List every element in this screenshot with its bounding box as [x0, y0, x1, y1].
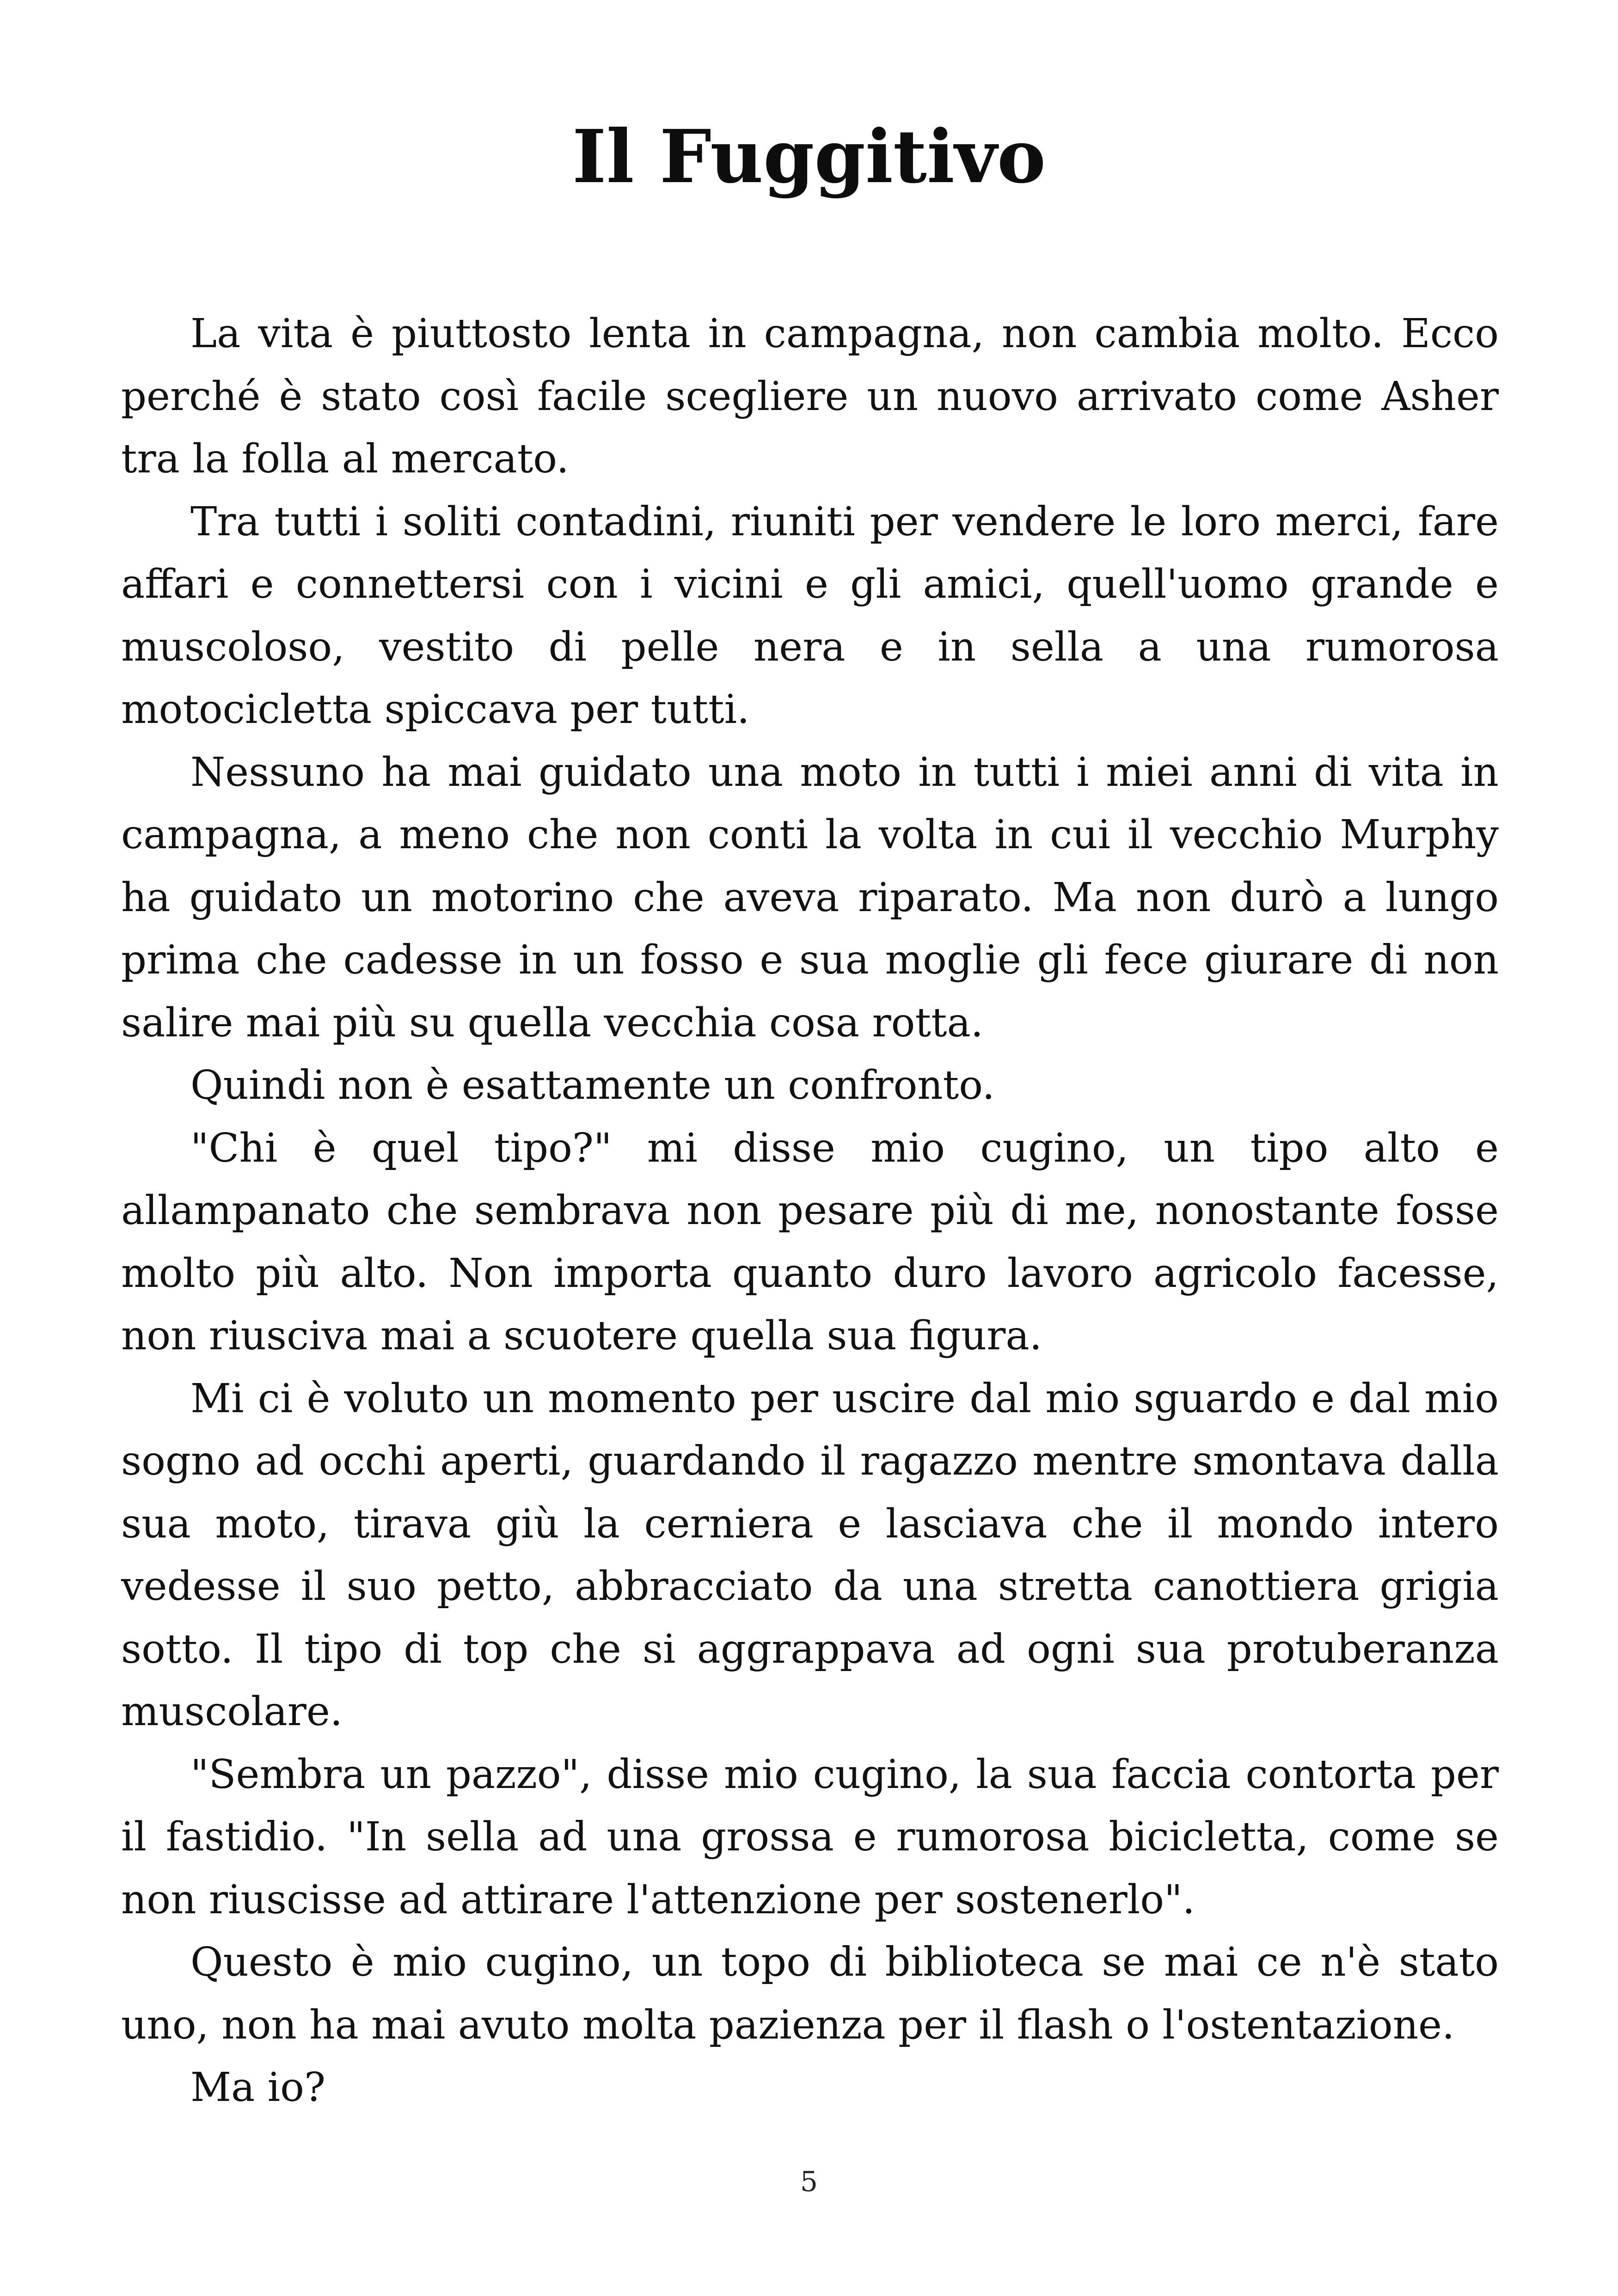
chapter-body: [121, 303, 1499, 2119]
chapter-title: Il Fuggitivo: [572, 114, 1046, 200]
paragraph: Mi ci è voluto un momento per uscire dal mio sguardo e dal mio sogno ad occhi aperti, guardando il ragazzo mentre smontava dalla sua moto, tirava giù la cerniera e lasciava che il mondo intero vedesse il suo petto, abbracciato da una stretta canottiera grigia sotto. Il tipo di top che si aggrappava ad ogni sua protuberanza muscolare.: [121, 1375, 1499, 1735]
paragraph: "Sembra un pazzo", disse mio cugino, la sua faccia contorta per il fastidio. "In sella ad una grossa e rumorosa bicicletta, come se non riuscisse ad attirare l'attenzione per sostenerlo".: [121, 1751, 1499, 1923]
paragraph: La vita è piuttosto lenta in campagna, non cambia molto. Ecco perché è stato così facile scegliere un nuovo arrivato come Asher tra la folla al mercato.: [121, 311, 1499, 482]
paragraph: "Chi è quel tipo?" mi disse mio cugino, un tipo alto e allampanato che sembrava non pesare più di me, nonostante fosse molto più alto. Non importa quanto duro lavoro agricolo facesse, non riusciva mai a scuotere quella sua figura.: [121, 1125, 1499, 1359]
paragraph: Ma io?: [190, 2064, 326, 2111]
paragraph: Tra tutti i soliti contadini, riuniti per vendere le loro merci, fare affari e connettersi con i vicini e gli amici, quell'uomo grande e muscoloso, vestito di pelle nera e in sella a una rumorosa motocicletta spiccava per tutti.: [121, 498, 1499, 733]
paragraph: Nessuno ha mai guidato una moto in tutti i miei anni di vita in campagna, a meno che non conti la volta in cui il vecchio Murphy ha guidato un motorino che aveva riparato. Ma non durò a lungo prima che cadesse in un fosso e sua moglie gli fece giurare di non salire mai più su quella vecchia cosa rotta.: [121, 749, 1499, 1046]
paragraph: Quindi non è esattamente un confronto.: [190, 1062, 995, 1108]
page-number: 5: [800, 2166, 818, 2198]
paragraph: Questo è mio cugino, un topo di biblioteca se mai ce n'è stato uno, non ha mai avuto molta pazienza per il flash o l'ostentazione.: [121, 1939, 1499, 2048]
